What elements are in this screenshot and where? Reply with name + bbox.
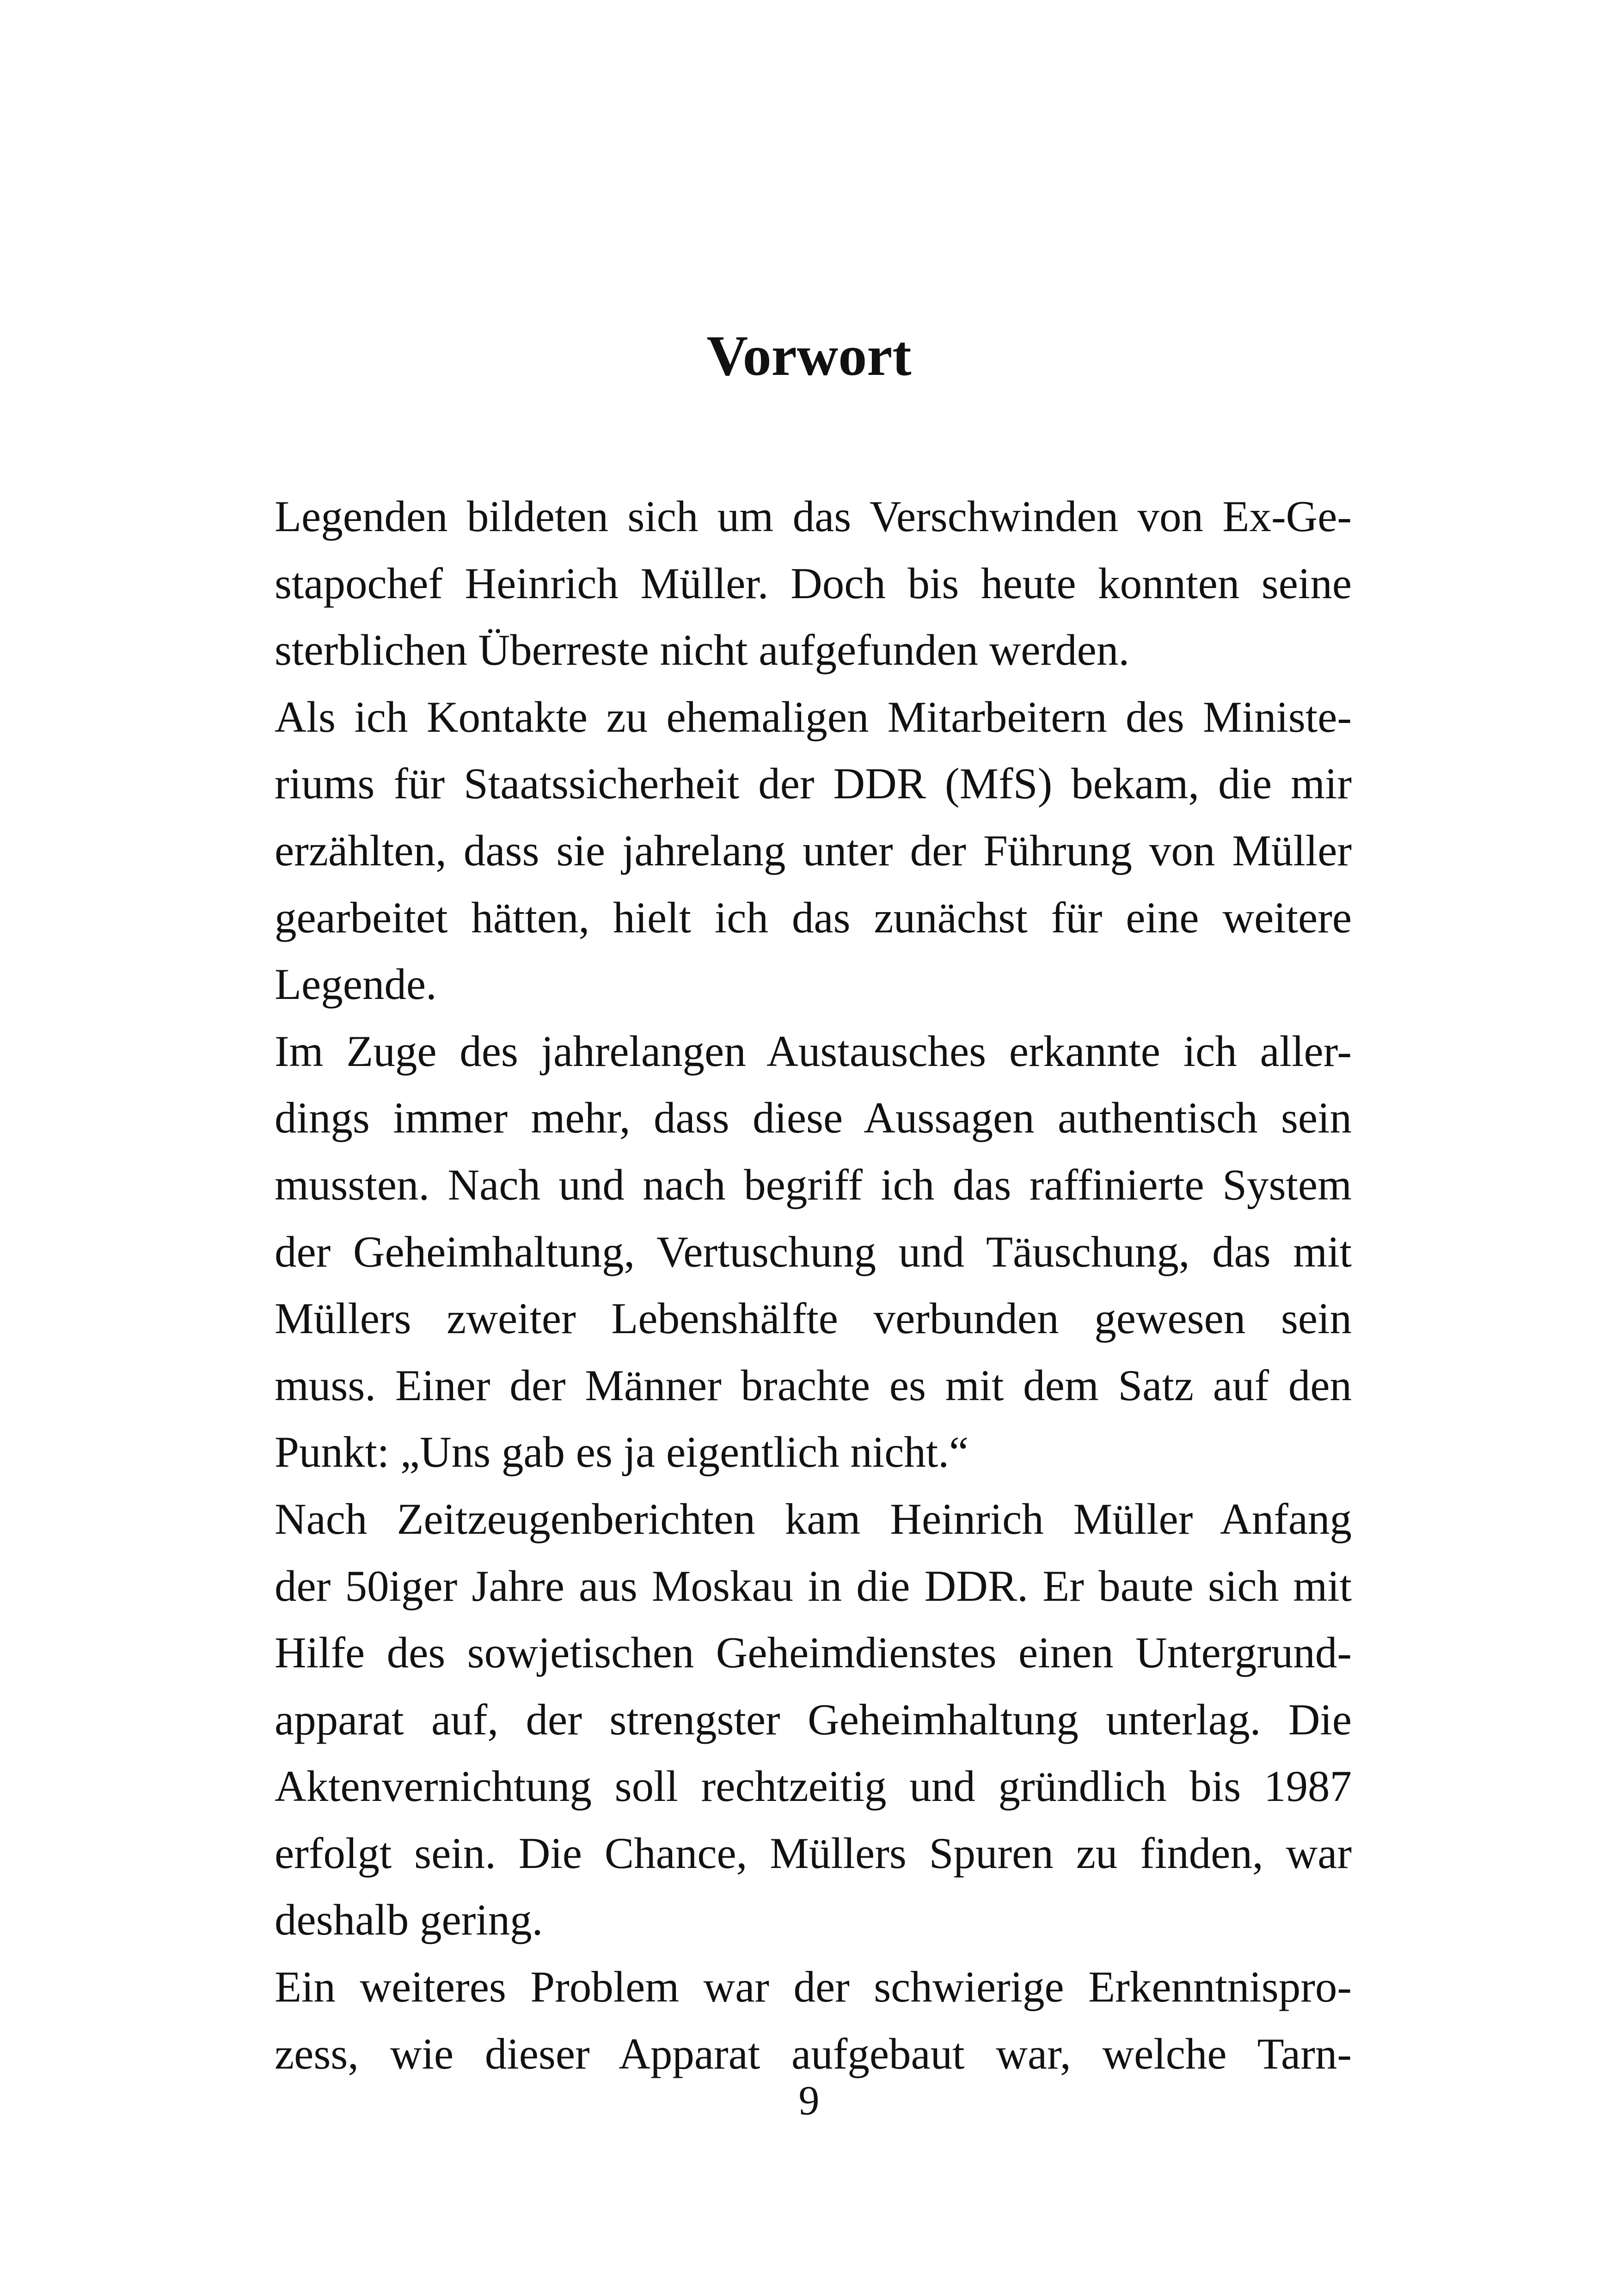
chapter-title: Vorwort — [706, 324, 912, 387]
text-line: Nach Zeitzeugenberichten kam Heinrich Müller Anfang — [275, 1494, 1352, 1543]
page-number: 9 — [798, 2078, 820, 2124]
text-line: Müllers zweiter Lebenshälfte verbunden gewesen sein — [275, 1294, 1352, 1343]
text-line: Punkt: „Uns gab es ja eigentlich nicht.“ — [275, 1427, 969, 1477]
text-line: erfolgt sein. Die Chance, Müllers Spuren zu finden, war — [275, 1828, 1352, 1878]
text-line: mussten. Nach und nach begriff ich das raffinierte System — [275, 1160, 1352, 1209]
text-line: gearbeitet hätten, hielt ich das zunächst für eine weitere — [275, 893, 1352, 942]
text-line: Legende. — [275, 960, 437, 1009]
text-line: sterblichen Überreste nicht aufgefunden werden. — [275, 625, 1130, 675]
text-line: Ein weiteres Problem war der schwierige Erkenntnispro- — [275, 1962, 1352, 2012]
text-line: dings immer mehr, dass diese Aussagen authentisch sein — [275, 1093, 1352, 1143]
text-line: Aktenvernichtung soll rechtzeitig und gründlich bis 1987 — [275, 1762, 1352, 1811]
text-line: zess, wie dieser Apparat aufgebaut war, welche Tarn- — [275, 2029, 1352, 2078]
text-line: muss. Einer der Männer brachte es mit dem Satz auf den — [275, 1360, 1352, 1410]
text-line: Legenden bildeten sich um das Verschwinden von Ex-Ge- — [275, 492, 1352, 541]
text-line: der 50iger Jahre aus Moskau in die DDR. Er baute sich mit — [275, 1561, 1352, 1610]
text-line: stapochef Heinrich Müller. Doch bis heute konnten seine — [275, 558, 1352, 608]
text-line: apparat auf, der strengster Geheimhaltung unterlag. Die — [275, 1695, 1352, 1744]
text-line: Im Zuge des jahrelangen Austausches erkannte ich aller- — [275, 1026, 1352, 1076]
text-line: Hilfe des sowjetischen Geheimdienstes einen Untergrund- — [275, 1628, 1352, 1678]
text-line: deshalb gering. — [275, 1895, 543, 1945]
text-line: riums für Staatssicherheit der DDR (MfS) bekam, die mir — [275, 759, 1352, 808]
text-line: Als ich Kontakte zu ehemaligen Mitarbeitern des Ministe- — [275, 692, 1352, 741]
text-line: der Geheimhaltung, Vertuschung und Täuschung, das mit — [275, 1227, 1352, 1276]
body-text — [275, 483, 1352, 2087]
text-line: erzählten, dass sie jahrelang unter der Führung von Müller — [275, 826, 1352, 875]
